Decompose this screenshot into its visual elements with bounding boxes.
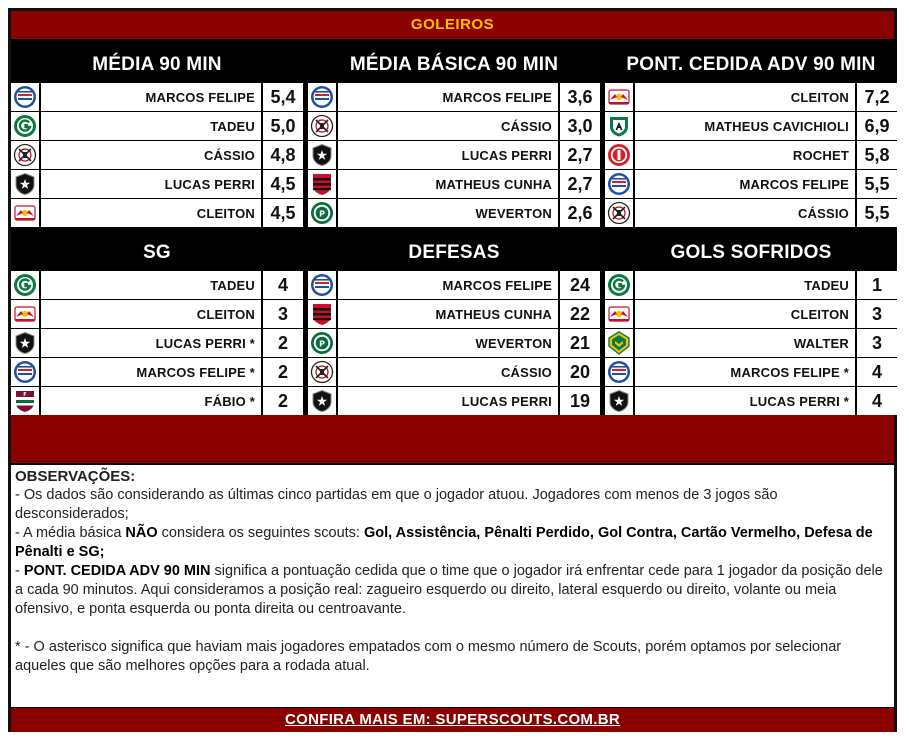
player-name: MARCOS FELIPE — [442, 277, 552, 293]
panel-header: GOLS SOFRIDOS — [670, 242, 832, 263]
player-value: 5,4 — [261, 83, 303, 111]
player-value: 24 — [558, 271, 600, 299]
player-row — [308, 83, 600, 111]
player-row — [605, 170, 897, 198]
player-value: 3 — [855, 329, 897, 357]
bahia-crest-icon — [605, 358, 635, 386]
player-row — [308, 329, 600, 357]
internacional-crest-icon — [605, 141, 635, 169]
panel-header: SG — [143, 242, 171, 263]
player-value: 5,8 — [855, 141, 897, 169]
player-value: 22 — [558, 300, 600, 328]
player-row — [308, 199, 600, 227]
player-value: 3 — [261, 300, 303, 328]
observations-heading: OBSERVAÇÕES: — [15, 468, 136, 485]
player-name: CÁSSIO — [500, 364, 552, 380]
player-name: MATHEUS CUNHA — [435, 306, 552, 322]
panel-header: MÉDIA BÁSICA 90 MIN — [349, 54, 559, 75]
player-value: 5,0 — [261, 112, 303, 140]
player-name: FÁBIO * — [204, 393, 255, 409]
panel-header: MÉDIA 90 MIN — [92, 54, 222, 75]
player-name: WEVERTON — [475, 335, 552, 351]
palmeiras-crest-icon — [308, 199, 338, 227]
bahia-crest-icon — [11, 358, 41, 386]
panel-header: PONT. CEDIDA ADV 90 MIN — [626, 54, 876, 75]
player-row — [308, 170, 600, 198]
player-name: CÁSSIO — [797, 205, 849, 221]
bahia-crest-icon — [11, 83, 41, 111]
player-value: 2,6 — [558, 199, 600, 227]
footer-link[interactable]: CONFIRA MAIS EM: SUPERSCOUTS.COM.BR — [11, 708, 894, 732]
player-name: LUCAS PERRI — [461, 393, 552, 409]
player-value: 2 — [261, 358, 303, 386]
player-value: 3 — [855, 300, 897, 328]
player-value: 2 — [261, 329, 303, 357]
goias-crest-icon — [11, 271, 41, 299]
player-row — [605, 300, 897, 328]
svg-text:F: F — [23, 392, 27, 398]
player-value: 4,8 — [261, 141, 303, 169]
goias-crest-icon — [605, 271, 635, 299]
player-name: LUCAS PERRI * — [155, 335, 255, 351]
corinthians-crest-icon — [308, 112, 338, 140]
player-name: CLEITON — [196, 306, 255, 322]
observation-2-text-mid: considera os seguintes scouts: — [157, 525, 364, 541]
player-name: MATHEUS CUNHA — [435, 176, 552, 192]
flamengo-crest-icon — [308, 170, 338, 198]
botafogo-crest-icon — [11, 170, 41, 198]
botafogo-crest-icon — [308, 141, 338, 169]
bragantino-crest-icon — [605, 83, 635, 111]
player-value: 20 — [558, 358, 600, 386]
player-row — [605, 329, 897, 357]
svg-text:P: P — [319, 339, 325, 349]
card-title: GOLEIROS — [11, 11, 894, 39]
player-name: WEVERTON — [475, 205, 552, 221]
player-row — [605, 141, 897, 169]
player-name: TADEU — [210, 118, 255, 134]
player-row — [605, 271, 897, 299]
player-name: MATHEUS CAVICHIOLI — [704, 118, 849, 134]
player-name: CLEITON — [790, 89, 849, 105]
player-row — [605, 387, 897, 415]
bragantino-crest-icon — [11, 199, 41, 227]
bahia-crest-icon — [605, 170, 635, 198]
ranking-panel — [11, 227, 303, 415]
america-mg-crest-icon — [605, 112, 635, 140]
observation-asterisk: * - O asterisco significa que haviam mais jogadores empatados com o mesmo número de Scouts, porém optamos por selecionar aqueles que são melhores opções para a rodada atual. — [15, 639, 842, 674]
cuiaba-crest-icon — [605, 329, 635, 357]
player-name: WALTER — [793, 335, 849, 351]
player-row — [11, 199, 303, 227]
player-name: LUCAS PERRI — [461, 147, 552, 163]
player-row — [11, 271, 303, 299]
bragantino-crest-icon — [605, 300, 635, 328]
player-row — [308, 112, 600, 140]
player-row — [308, 300, 600, 328]
player-value: 4,5 — [261, 170, 303, 198]
player-row — [308, 271, 600, 299]
player-row — [308, 358, 600, 386]
player-name: CLEITON — [790, 306, 849, 322]
player-name: LUCAS PERRI * — [749, 393, 849, 409]
player-name: CLEITON — [196, 205, 255, 221]
flamengo-crest-icon — [308, 300, 338, 328]
goias-crest-icon — [11, 112, 41, 140]
player-row — [605, 83, 897, 111]
player-row — [605, 358, 897, 386]
divider-band — [11, 415, 894, 463]
player-value: 4,5 — [261, 199, 303, 227]
observation-2-emphasis: NÃO — [125, 525, 158, 541]
ranking-panel — [11, 39, 303, 227]
observation-3-text: significa a pontuação cedida que o time que o jogador irá enfrentar cede para 1 jogador da posição dele a cada 90 minutos. Aqui consideramos a posição real: zagueiro esquerdo ou direito, lateral esquerdo ou direito, volante ou meia ofensivo, e ponta esquerda ou ponta direita ou centroavante. — [15, 563, 883, 617]
player-row — [308, 141, 600, 169]
observation-2-text: - A média básica — [15, 525, 126, 541]
botafogo-crest-icon — [11, 329, 41, 357]
player-name: MARCOS FELIPE — [145, 89, 255, 105]
player-value: 5,5 — [855, 199, 897, 227]
ranking-panel — [605, 227, 897, 415]
player-value: 2,7 — [558, 170, 600, 198]
player-name: CÁSSIO — [500, 118, 552, 134]
player-row — [605, 199, 897, 227]
player-value: 7,2 — [855, 83, 897, 111]
player-row — [11, 387, 303, 415]
bahia-crest-icon — [308, 271, 338, 299]
palmeiras-crest-icon — [308, 329, 338, 357]
player-value: 19 — [558, 387, 600, 415]
botafogo-crest-icon — [308, 387, 338, 415]
observation-3-term: PONT. CEDIDA ADV 90 MIN — [23, 563, 211, 579]
observation-1: - Os dados são considerando as últimas cinco partidas em que o jogador atuou. Jogadores com menos de 3 jogos são desconsiderados; — [15, 487, 778, 522]
bahia-crest-icon — [308, 83, 338, 111]
bragantino-crest-icon — [11, 300, 41, 328]
goalkeepers-stats-card — [8, 8, 897, 732]
player-row — [11, 170, 303, 198]
player-name: MARCOS FELIPE * — [136, 364, 255, 380]
corinthians-crest-icon — [308, 358, 338, 386]
player-row — [11, 112, 303, 140]
player-name: MARCOS FELIPE — [739, 176, 849, 192]
panel-header: DEFESAS — [408, 242, 500, 263]
player-value: 4 — [855, 387, 897, 415]
player-name: MARCOS FELIPE * — [730, 364, 849, 380]
player-value: 1 — [855, 271, 897, 299]
player-name: ROCHET — [792, 147, 849, 163]
ranking-panel — [308, 39, 600, 227]
player-value: 2,7 — [558, 141, 600, 169]
observation-2-scouts-list: Gol, Assistência, Pênalti Perdido, Gol Contra, Cartão Vermelho, Defesa de Pênalti e SG; — [15, 525, 873, 560]
player-value: 21 — [558, 329, 600, 357]
player-row — [11, 358, 303, 386]
player-row — [11, 141, 303, 169]
player-name: CÁSSIO — [203, 147, 255, 163]
player-row — [11, 83, 303, 111]
player-value: 2 — [261, 387, 303, 415]
fluminense-crest-icon — [11, 387, 41, 415]
player-value: 5,5 — [855, 170, 897, 198]
svg-text:P: P — [319, 209, 325, 219]
player-row — [11, 329, 303, 357]
ranking-panel — [605, 39, 897, 227]
ranking-panel — [308, 227, 600, 415]
player-name: LUCAS PERRI — [164, 176, 255, 192]
player-value: 4 — [261, 271, 303, 299]
player-name: TADEU — [210, 277, 255, 293]
player-value: 3,0 — [558, 112, 600, 140]
player-name: MARCOS FELIPE — [442, 89, 552, 105]
observation-2 — [15, 524, 890, 562]
player-value: 4 — [855, 358, 897, 386]
observations-section — [11, 465, 894, 707]
player-row — [605, 112, 897, 140]
player-value: 3,6 — [558, 83, 600, 111]
player-value: 6,9 — [855, 112, 897, 140]
corinthians-crest-icon — [605, 199, 635, 227]
botafogo-crest-icon — [605, 387, 635, 415]
player-name: TADEU — [804, 277, 849, 293]
observation-3 — [15, 562, 890, 619]
player-row — [308, 387, 600, 415]
observation-3-dash: - — [15, 563, 24, 579]
player-row — [11, 300, 303, 328]
corinthians-crest-icon — [11, 141, 41, 169]
